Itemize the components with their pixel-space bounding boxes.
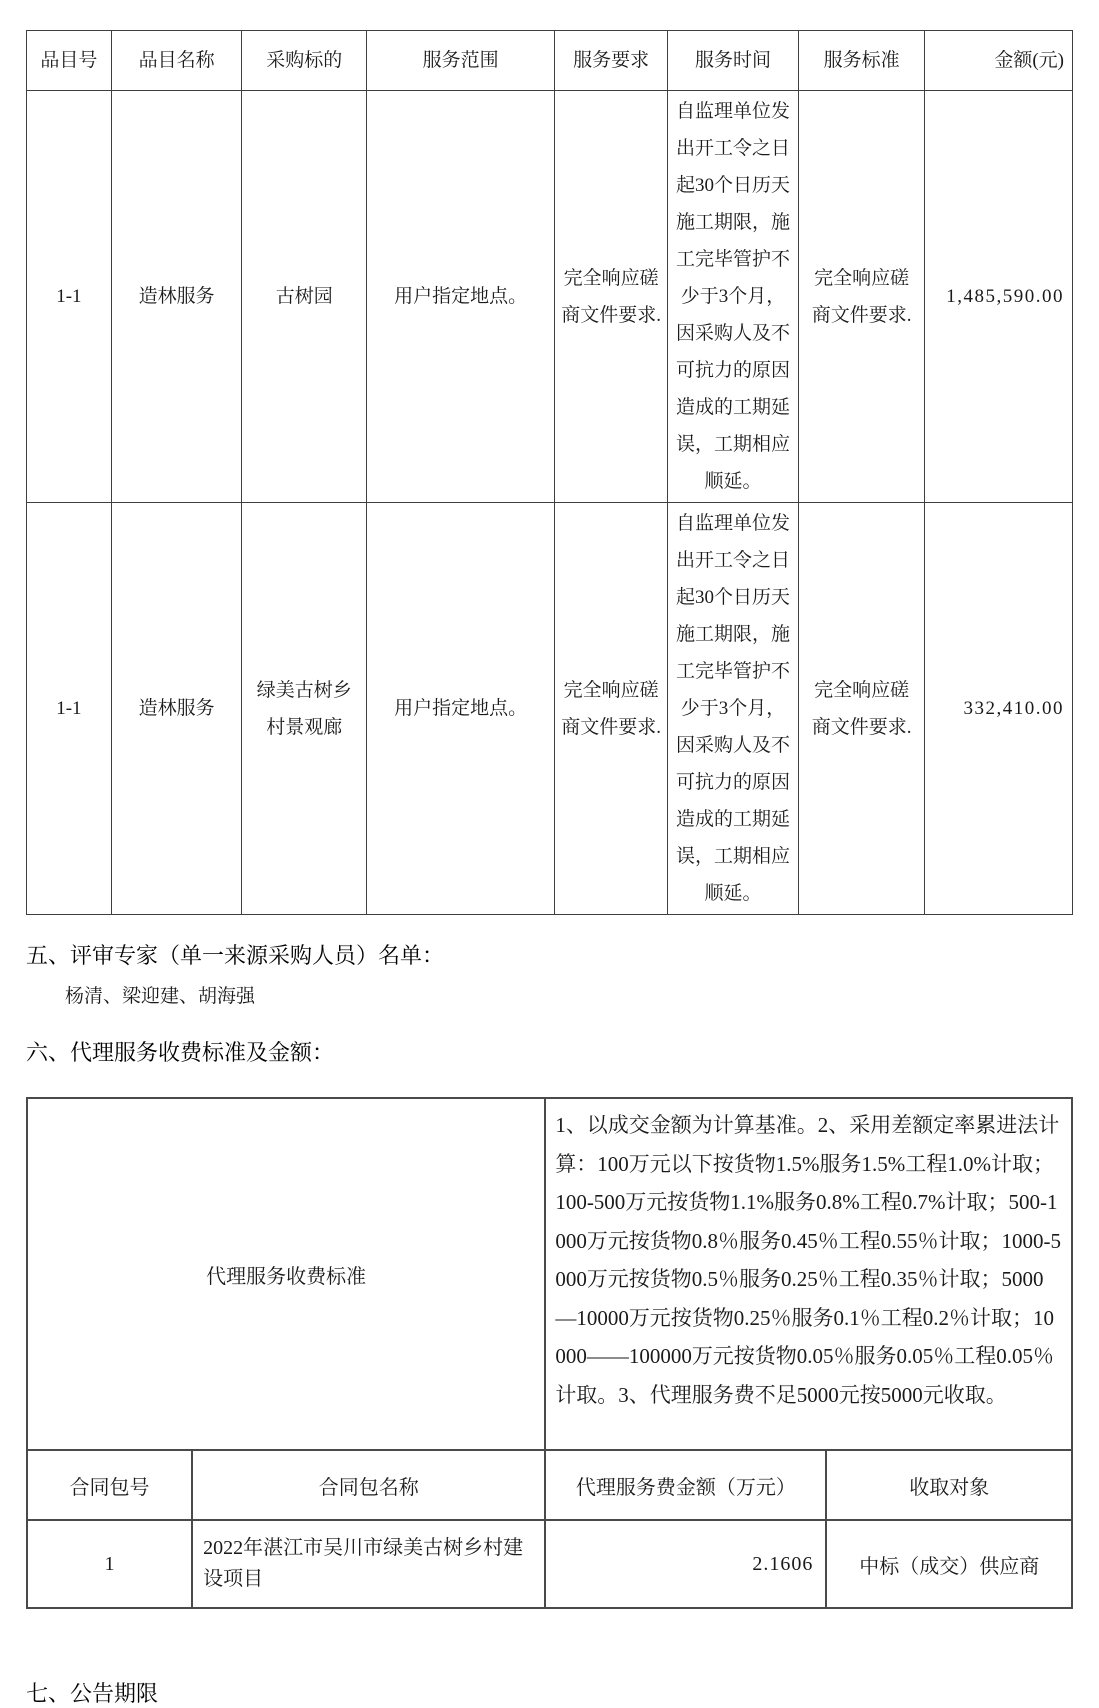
items-row-2 [27, 503, 1073, 915]
header-target: 采购标的 [242, 31, 366, 91]
cell-fee-amount: 2.1606 [545, 1520, 826, 1608]
header-scope: 服务范围 [366, 31, 554, 91]
cell-time: 自监理单位发出开工令之日起30个日历天施工期限，施工完毕管护不少于3个月，因采购人及不可抗力的原因造成的工期延误，工期相应顺延。 [668, 91, 799, 503]
package-header-row [27, 1450, 1072, 1520]
header-fee-amount: 代理服务费金额（万元） [545, 1450, 826, 1520]
cell-standard: 完全响应磋商文件要求. [798, 91, 925, 503]
header-package-name: 合同包名称 [192, 1450, 545, 1520]
header-payer: 收取对象 [826, 1450, 1072, 1520]
cell-amount: 1,485,590.00 [925, 91, 1073, 503]
header-amount: 金额(元) [925, 31, 1073, 91]
cell-standard: 完全响应磋商文件要求. [798, 503, 925, 915]
header-standard: 服务标准 [798, 31, 925, 91]
cell-requirement: 完全响应磋商文件要求. [555, 91, 668, 503]
fee-standard-text: 1、以成交金额为计算基准。2、采用差额定率累进法计算：100万元以下按货物1.5%服务1.5%工程1.0%计取；100-500万元按货物1.1%服务0.8%工程0.7%计取；500-1000万元按货物0.8％服务0.45％工程0.55％计取；1000-5000万元按货物0.5％服务0.25％工程0.35％计取；5000—10000万元按货物0.25％服务0.1％工程0.2％计取；10000——100000万元按货物0.05％服务0.05％工程0.05％计取。3、代理服务费不足5000元按5000元收取。 [545, 1098, 1072, 1450]
cell-requirement: 完全响应磋商文件要求. [555, 503, 668, 915]
cell-package-no: 1 [27, 1520, 192, 1608]
fee-standard-label: 代理服务收费标准 [27, 1098, 545, 1450]
fee-standard-row [27, 1098, 1072, 1450]
items-table [26, 30, 1073, 915]
header-time: 服务时间 [668, 31, 799, 91]
fee-table [26, 1097, 1073, 1609]
items-header-row [27, 31, 1073, 91]
section-6-heading: 六、代理服务收费标准及金额： [26, 1040, 335, 1065]
cell-package-name: 2022年湛江市吴川市绿美古树乡村建设项目 [192, 1520, 545, 1608]
section-5-heading: 五、评审专家（单一来源采购人员）名单： [26, 943, 445, 968]
cell-payer: 中标（成交）供应商 [826, 1520, 1072, 1608]
section-7-heading: 七、公告期限 [26, 1681, 159, 1706]
cell-scope: 用户指定地点。 [366, 503, 554, 915]
expert-names: 杨清、梁迎建、胡海强 [65, 986, 256, 1007]
cell-item-name: 造林服务 [111, 91, 242, 503]
package-row [27, 1520, 1072, 1608]
header-requirement: 服务要求 [555, 31, 668, 91]
cell-target: 古树园 [242, 91, 366, 503]
cell-item-no: 1-1 [27, 91, 112, 503]
cell-scope: 用户指定地点。 [366, 91, 554, 503]
items-row-1 [27, 91, 1073, 503]
cell-target: 绿美古树乡村景观廊 [242, 503, 366, 915]
header-item-no: 品目号 [27, 31, 112, 91]
header-package-no: 合同包号 [27, 1450, 192, 1520]
cell-amount: 332,410.00 [925, 503, 1073, 915]
header-item-name: 品目名称 [111, 31, 242, 91]
cell-item-no: 1-1 [27, 503, 112, 915]
cell-item-name: 造林服务 [111, 503, 242, 915]
cell-time: 自监理单位发出开工令之日起30个日历天施工期限，施工完毕管护不少于3个月，因采购人及不可抗力的原因造成的工期延误，工期相应顺延。 [668, 503, 799, 915]
